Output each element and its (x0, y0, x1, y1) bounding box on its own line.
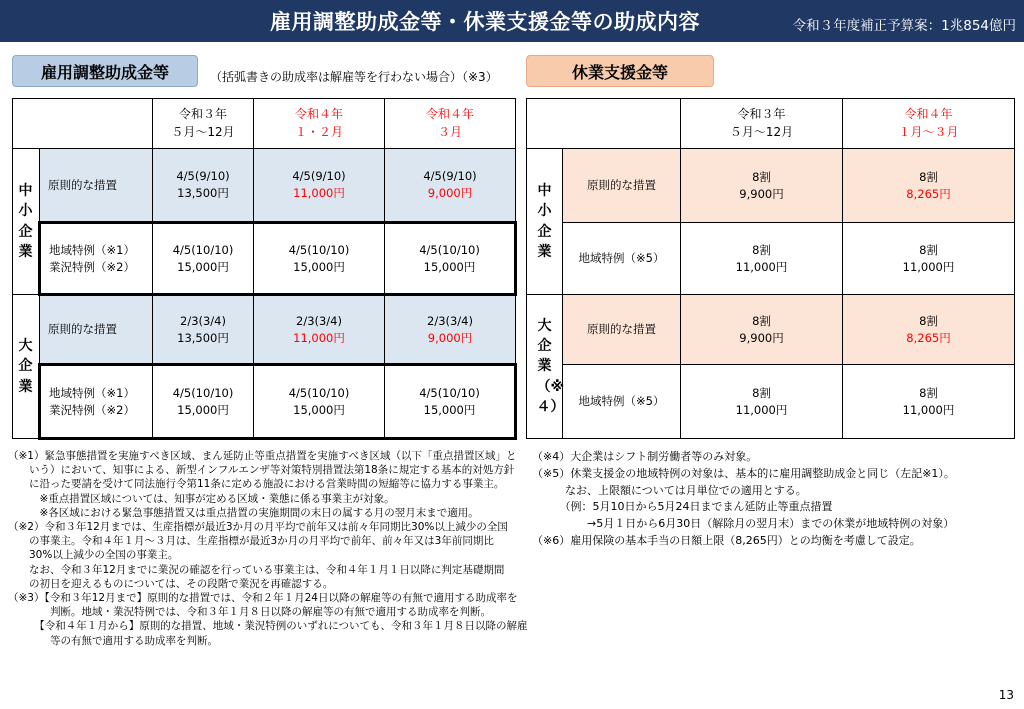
measure-line2: 業況特例（※2） (49, 402, 135, 417)
amount-text: 9,000円 (427, 330, 473, 345)
rate-cell (681, 223, 843, 295)
table-row (527, 295, 1015, 365)
rate-text: 8割 (919, 242, 938, 257)
category-cell (13, 149, 40, 295)
category-label: 中小企業 (537, 182, 552, 260)
rate-cell (385, 365, 516, 439)
footnote-line: （※4）大企業はシフト制労働者等のみ対象。 (532, 450, 758, 463)
amount-text: 11,000円 (735, 259, 788, 274)
empty-header-cell (13, 99, 153, 149)
left-section-note: （括弧書きの助成率は解雇等を行わない場合）（※3） (210, 70, 498, 84)
rate-text: 2/3(3/4) (427, 313, 473, 328)
rate-text: 4/5(10/10) (419, 242, 480, 257)
rate-cell (681, 149, 843, 223)
amount-text: 8,265円 (906, 330, 951, 345)
rate-text: 8割 (752, 242, 771, 257)
category-cell (527, 295, 563, 439)
amount-text: 13,500円 (177, 186, 229, 200)
table-row (527, 365, 1015, 439)
rate-cell (843, 295, 1015, 365)
footnote-line: （※5）休業支援金の地域特例の対象は、基本的に雇用調整助成金と同じ（左記※1）。 (532, 466, 955, 480)
header-line2: ５月～12月 (171, 124, 235, 139)
amount-text: 11,000円 (902, 259, 955, 274)
amount-text: 15,000円 (423, 402, 476, 417)
amount-text: 11,000円 (902, 402, 955, 417)
empty-header-cell (527, 99, 681, 149)
footnote-line: （※1）緊急事態措置を実施すべき区域、まん延防止等重点措置を実施すべき区域（以下「重点措置区域」と (8, 450, 517, 462)
employment-adjustment-table (12, 98, 517, 440)
footnote-line: なお、上限額については月単位での適用とする。 (532, 483, 807, 497)
footnote-line: ※各区域における緊急事態措置又は重点措置の実施期間の末日の属する月の翌月末まで適用。 (8, 506, 479, 519)
measure-line2: 業況特例（※2） (49, 259, 135, 274)
rate-text: 4/5(10/10) (419, 385, 480, 400)
table-header-row (13, 99, 516, 149)
category-label: 大企業（※４） (536, 317, 565, 415)
rate-text: 8割 (752, 313, 771, 328)
footnote-line: いう）において、知事による、新型インフルエンザ等対策特別措置法第18条に規定する基本的対処方針 (8, 464, 515, 477)
amount-text: 13,500円 (177, 330, 229, 345)
header-cell (153, 99, 254, 149)
rate-text: 2/3(3/4) (296, 313, 342, 328)
page-number: 13 (998, 688, 1014, 702)
amount-text: 15,000円 (423, 259, 476, 274)
header-line1: 令和４年 (904, 107, 953, 122)
footnote-line: の事業主。令和４年１月～３月は、生産指標が最近3か月の月平均で前年、前々年又は3年前同期比 (8, 535, 494, 548)
measure-line1: 地域特例（※1） (49, 242, 135, 257)
amount-text: 9,900円 (739, 186, 784, 201)
header-line1: 令和３年 (178, 107, 227, 122)
category-label: 中小企業 (18, 182, 33, 260)
table-row (527, 223, 1015, 295)
rate-cell (385, 295, 516, 365)
header-line2: ３月 (437, 124, 462, 139)
rate-cell (843, 223, 1015, 295)
rate-cell (385, 149, 516, 223)
rate-cell (843, 365, 1015, 439)
measure-cell: 原則的な措置 (40, 149, 153, 223)
category-cell (13, 295, 40, 439)
measure-cell: 原則的な措置 (40, 295, 153, 365)
measure-line1: 地域特例（※1） (49, 385, 135, 400)
amount-text: 9,900円 (739, 330, 784, 345)
rate-text: 8割 (919, 169, 938, 184)
rate-cell (254, 223, 385, 295)
footnote-line: （※2）令和３年12月までは、生産指標が最近3か月の月平均で前年又は前々年同期比30%以上減少の全国 (8, 521, 508, 534)
measure-cell (40, 223, 153, 295)
rate-cell (153, 365, 254, 439)
amount-text: 8,265円 (906, 186, 951, 201)
rate-text: 4/5(10/10) (288, 242, 350, 257)
table-row (13, 149, 516, 223)
measure-cell (40, 365, 153, 439)
amount-text: 11,000円 (735, 402, 788, 417)
footnote-line: の初日を迎えるものについては、その段階で業況を再確認する。 (8, 577, 334, 590)
budget-text: 令和３年度補正予算案：1兆854億円 (792, 18, 1016, 34)
header-cell (681, 99, 843, 149)
page-title: 雇用調整助成金等・休業支援金等の助成内容 (270, 10, 700, 34)
rate-cell (153, 149, 254, 223)
footnote-line: （例：5月10日から5月24日までまん延防止等重点措置 (532, 500, 833, 514)
amount-text: 15,000円 (293, 259, 345, 274)
measure-cell: 原則的な措置 (563, 295, 681, 365)
table-row (13, 295, 516, 365)
rate-text: 4/5(10/10) (288, 385, 350, 400)
measure-cell: 地域特例（※5） (563, 223, 681, 295)
footnote-line: →5月１日から6月30日（解除月の翌月末）までの休業が地域特例の対象） (532, 517, 955, 531)
header-line2: ５月～12月 (729, 124, 794, 139)
category-label: 大企業 (18, 338, 33, 395)
right-footnotes (532, 449, 955, 550)
right-section-label: 休業支援金等 (526, 55, 714, 87)
measure-cell: 原則的な措置 (563, 149, 681, 223)
rate-cell (254, 149, 385, 223)
header-line1: 令和４年 (425, 107, 474, 122)
rate-text: 4/5(9/10) (292, 169, 346, 184)
rate-text: 4/5(10/10) (172, 242, 234, 257)
footnote-line: 30%以上減少の全国の事業主。 (8, 549, 179, 562)
table-row (13, 365, 516, 439)
footnote-line: 判断。地域・業況特例では、令和３年１月８日以降の解雇等の有無で適用する助成率を判断。 (8, 606, 491, 619)
header-line2: １月～３月 (898, 124, 959, 139)
header-line1: 令和４年 (294, 107, 343, 122)
footnote-line: 【令和４年１月から】原則的な措置、地域・業況特例のいずれについても、令和３年１月８日以降の解雇 (8, 620, 528, 633)
left-section-label: 雇用調整助成金等 (12, 55, 198, 87)
header-cell (843, 99, 1015, 149)
left-footnotes (8, 449, 528, 648)
category-cell (527, 149, 563, 295)
rate-cell (385, 223, 516, 295)
footnote-line: ※重点措置区域については、知事が定める区域・業態に係る事業主が対象。 (8, 492, 395, 505)
amount-text: 11,000円 (293, 330, 345, 345)
rate-text: 8割 (919, 385, 938, 400)
footnote-line: なお、令和３年12月までに業況の確認を行っている事業主は、令和４年１月１日以降に判定基礎期間 (8, 563, 505, 576)
table-row (527, 149, 1015, 223)
header-cell (385, 99, 516, 149)
rate-text: 8割 (752, 385, 771, 400)
rate-text: 4/5(9/10) (176, 169, 230, 184)
amount-text: 9,000円 (427, 186, 473, 200)
footnote-line: 等の有無で適用する助成率を判断。 (8, 634, 218, 647)
footnote-line: に沿った要請を受けて同法施行令第11条に定める施設における営業時間の短縮等に協力する事業主。 (8, 478, 505, 491)
header-line1: 令和３年 (737, 107, 786, 122)
rate-cell (153, 295, 254, 365)
measure-cell: 地域特例（※5） (563, 365, 681, 439)
rate-text: 8割 (919, 313, 938, 328)
amount-text: 11,000円 (293, 186, 345, 200)
rate-cell (254, 295, 385, 365)
rate-text: 4/5(10/10) (172, 385, 234, 400)
footnote-line: （※6）雇用保険の基本手当の日額上限（8,265円）との均衡を考慮して設定。 (532, 533, 921, 547)
rate-cell (153, 223, 254, 295)
table-row (13, 223, 516, 295)
rate-cell (843, 149, 1015, 223)
table-header-row (527, 99, 1015, 149)
footnote-line: （※3）【令和３年12月まで】原則的な措置では、令和２年１月24日以降の解雇等の有無で適用する助成率を (8, 592, 518, 605)
amount-text: 15,000円 (293, 402, 345, 417)
rate-text: 8割 (752, 169, 771, 184)
rate-text: 4/5(9/10) (423, 169, 477, 184)
amount-text: 15,000円 (177, 402, 229, 417)
amount-text: 15,000円 (177, 259, 229, 274)
leave-support-table (526, 98, 1015, 439)
rate-cell (681, 365, 843, 439)
rate-cell (681, 295, 843, 365)
rate-text: 2/3(3/4) (180, 313, 226, 328)
rate-cell (254, 365, 385, 439)
title-bar (0, 0, 1024, 42)
header-cell (254, 99, 385, 149)
header-line2: １・２月 (294, 124, 343, 139)
